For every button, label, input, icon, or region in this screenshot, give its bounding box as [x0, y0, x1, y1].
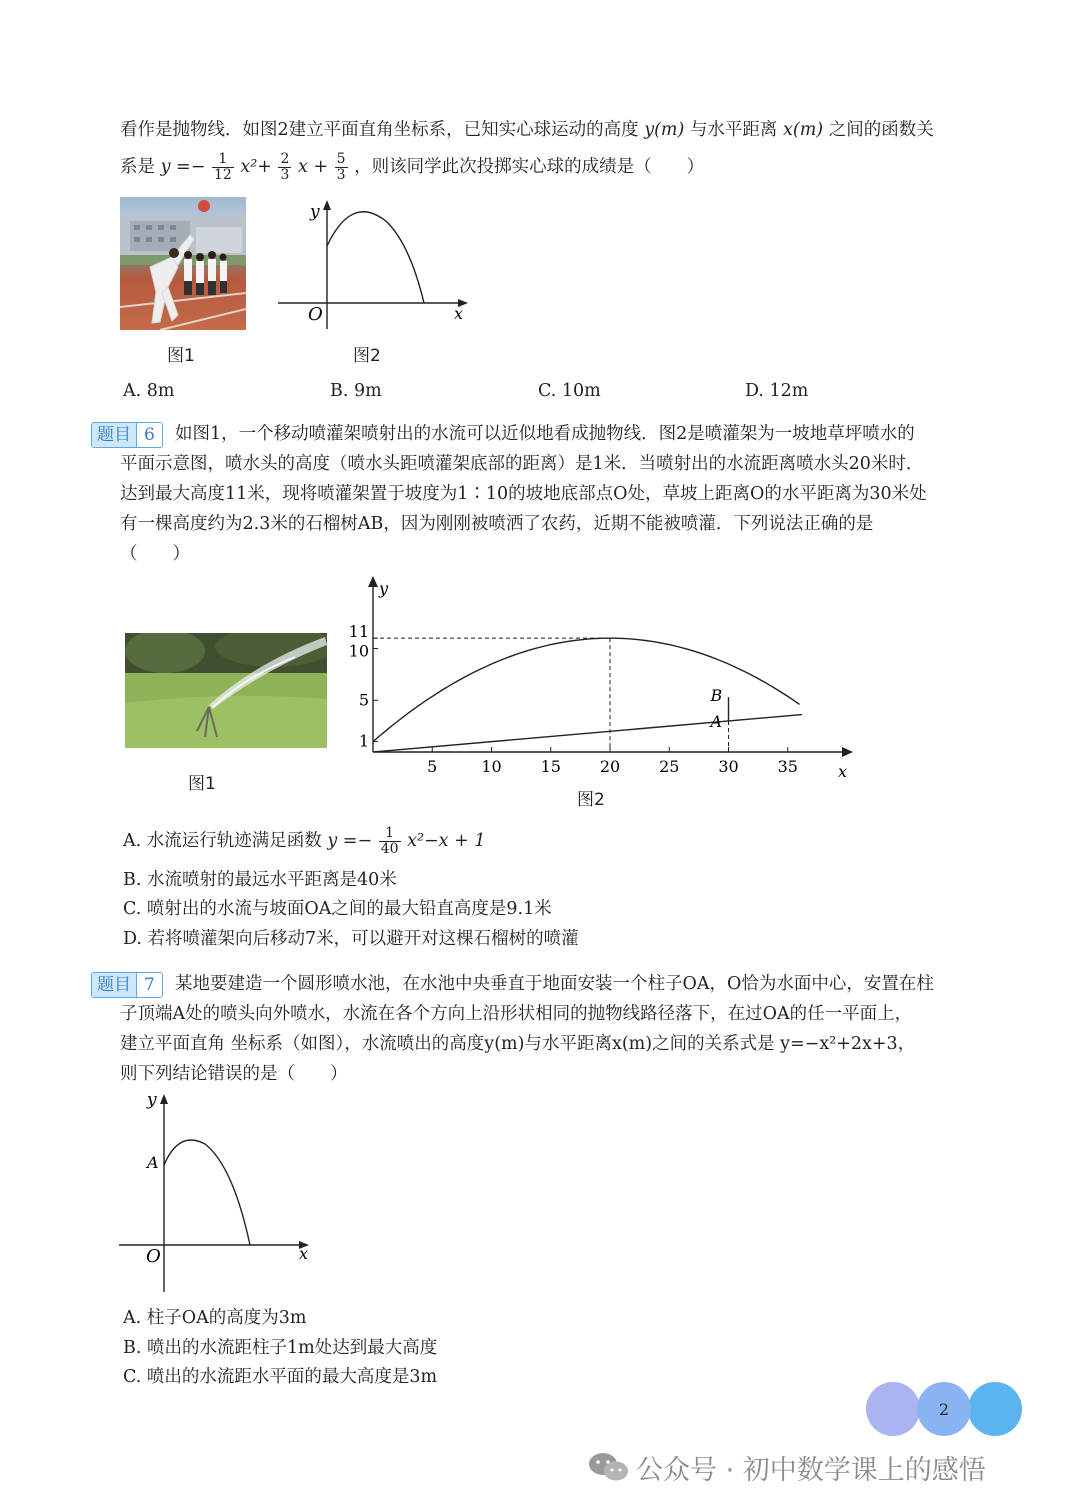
frac-den: 12 — [213, 167, 232, 183]
frac-num: 2 — [280, 151, 290, 167]
q5-text: 看作是抛物线．如图2建立平面直角坐标系，已知实心球运动的高度 — [120, 120, 639, 140]
fountain-curve — [164, 1140, 250, 1245]
q5-ym: y(m) — [644, 120, 685, 140]
origin-label: O — [308, 304, 323, 325]
y-label: y — [147, 1090, 157, 1110]
q5-text: 系是 — [120, 157, 155, 177]
q6-line-4: 有一棵高度约为2.3米的石榴树AB，因为刚刚被喷洒了农药，近期不能被喷灌．下列说法正确的是 — [120, 514, 874, 534]
y-tick-label: 10 — [348, 641, 369, 661]
chart-ticks — [349, 622, 798, 776]
q6-option-b[interactable]: B. 水流喷射的最远水平距离是40米 — [123, 870, 397, 890]
watermark-text: 公众号 · 初中数学课上的感悟 — [636, 1455, 986, 1486]
point-label-b: B — [710, 686, 723, 706]
q6-line-2: 平面示意图，喷水头的高度（喷水头距喷灌架底部的距离）是1米．当喷射出的水流距离喷水头20米时． — [120, 454, 924, 474]
shotput-photo-drawing — [120, 197, 246, 330]
q5-text: 与水平距离 — [689, 120, 778, 140]
q6-sprinkler-chart — [335, 572, 865, 790]
q7-option-b[interactable]: B. 喷出的水流距柱子1m处达到最大高度 — [123, 1338, 438, 1358]
q5-line-1 — [120, 118, 934, 142]
q6-option-a-frac — [379, 826, 401, 857]
y-axis-arrow — [368, 576, 378, 587]
q5-frac-2 — [278, 152, 291, 183]
x-tick-label: 30 — [718, 757, 739, 776]
q7-line-4: 则下列结论错误的是（ ） — [120, 1064, 348, 1084]
q6-line-1: 如图1，一个移动喷灌架喷射出的水流可以近似地看成抛物线．图2是喷灌架为一坡地草坪喷水的 — [175, 424, 915, 444]
q6-line-5: （ ） — [120, 544, 190, 564]
point-label-a: A — [710, 711, 723, 731]
q5-fig2-caption: 图2 — [353, 346, 381, 366]
x-label: x — [299, 1244, 309, 1263]
q5-option-a[interactable]: A. 8m — [123, 381, 175, 401]
q7-tag — [91, 972, 163, 998]
x-tick-label: 5 — [427, 757, 438, 776]
q5-eq-y: y =− — [160, 157, 206, 177]
q5-frac-3 — [335, 152, 348, 183]
x-tick-label: 35 — [777, 757, 798, 776]
y-tick-label: 11 — [348, 622, 369, 642]
q5-frac-1 — [212, 152, 234, 183]
sprinkler-photo-drawing — [125, 633, 327, 748]
frac-den: 3 — [280, 167, 290, 183]
shotput-photo — [120, 197, 246, 330]
frac-num: 5 — [336, 151, 346, 167]
q6-option-a[interactable] — [123, 826, 485, 857]
q7-option-a[interactable]: A. 柱子OA的高度为3m — [123, 1308, 307, 1328]
q5-term: x²+ — [240, 157, 272, 177]
q6-option-a-text: A. 水流运行轨迹满足函数 — [123, 831, 322, 851]
q5-xm: x(m) — [783, 120, 824, 140]
y-axis-label: y — [379, 579, 389, 598]
y-axis-arrow — [323, 200, 331, 210]
frac-num: 1 — [212, 152, 234, 168]
x-axis-label: x — [838, 762, 848, 781]
q7-tag-label: 题目 — [92, 973, 136, 997]
q5-fig1-caption: 图1 — [167, 346, 195, 366]
y-axis-arrow — [160, 1094, 168, 1104]
water-trajectory-curve — [373, 638, 800, 742]
chart-labels — [709, 686, 723, 731]
q6-option-a-eq: y =− — [327, 831, 373, 851]
q6-option-c[interactable]: C. 喷射出的水流与坡面OA之间的最大铅直高度是9.1米 — [123, 899, 552, 919]
page-bubble-right — [968, 1382, 1022, 1436]
q6-tag-number: 6 — [136, 423, 162, 447]
frac-den: 40 — [380, 841, 399, 857]
x-tick-label: 20 — [599, 757, 621, 776]
q6-fig1-caption: 图1 — [188, 774, 216, 794]
q7-fountain-graph — [115, 1088, 325, 1298]
x-tick-label: 15 — [540, 757, 561, 776]
q5-text: 之间的函数关 — [828, 120, 934, 140]
x-label: x — [454, 304, 464, 323]
parabola-curve — [327, 212, 424, 303]
x-tick-label: 10 — [481, 757, 502, 776]
x-axis-arrow — [842, 747, 853, 757]
y-tick-label: 5 — [358, 690, 369, 710]
point-a-label: A — [147, 1153, 159, 1172]
q5-term: x + — [297, 157, 329, 177]
q6-fig2-caption: 图2 — [577, 790, 605, 810]
q6-option-d[interactable]: D. 若将喷灌架向后移动7米，可以避开对这棵石榴树的喷灌 — [123, 929, 579, 949]
q5-option-d[interactable]: D. 12m — [745, 381, 809, 401]
y-tick-label: 1 — [358, 731, 369, 751]
q5-line-2 — [120, 152, 704, 183]
q5-parabola-graph — [270, 195, 480, 330]
q5-text: ，则该同学此次投掷实心球的成绩是（ ） — [354, 157, 705, 177]
q6-tag-label: 题目 — [92, 423, 136, 447]
page-number: 2 — [917, 1382, 971, 1436]
q6-option-a-tail: x²−x + 1 — [407, 831, 486, 851]
page-bubble-left — [866, 1382, 920, 1436]
slope-line-oa — [373, 715, 802, 752]
q5-option-c[interactable]: C. 10m — [538, 381, 601, 401]
frac-den: 3 — [336, 167, 346, 183]
origin-label: O — [146, 1246, 161, 1267]
y-label: y — [310, 202, 320, 222]
q6-tag — [91, 422, 163, 448]
sprinkler-photo — [125, 633, 327, 748]
q7-option-c[interactable]: C. 喷出的水流距水平面的最大高度是3m — [123, 1367, 438, 1387]
frac-num: 1 — [379, 826, 401, 842]
q6-line-3: 达到最大高度11米，现将喷灌架置于坡度为1∶10的坡地底部点O处，草坡上距离O的水平距离为30米处 — [120, 484, 927, 504]
q7-line-1: 某地要建造一个圆形喷水池，在水池中央垂直于地面安装一个柱子OA，O恰为水面中心，安置在柱 — [175, 974, 934, 994]
q7-tag-number: 7 — [136, 973, 162, 997]
q7-line-2: 子顶端A处的喷头向外喷水，水流在各个方向上沿形状相同的抛物线路径落下，在过OA的任一平面上， — [120, 1004, 913, 1024]
q5-option-b[interactable]: B. 9m — [330, 381, 382, 401]
x-tick-label: 25 — [659, 757, 680, 776]
chart-series — [373, 638, 802, 752]
wechat-icon — [588, 1450, 630, 1484]
q7-line-3: 建立平面直角 坐标系（如图），水流喷出的高度y(m)与水平距离x(m)之间的关系式是 y=−x²+2x+3， — [120, 1034, 916, 1054]
